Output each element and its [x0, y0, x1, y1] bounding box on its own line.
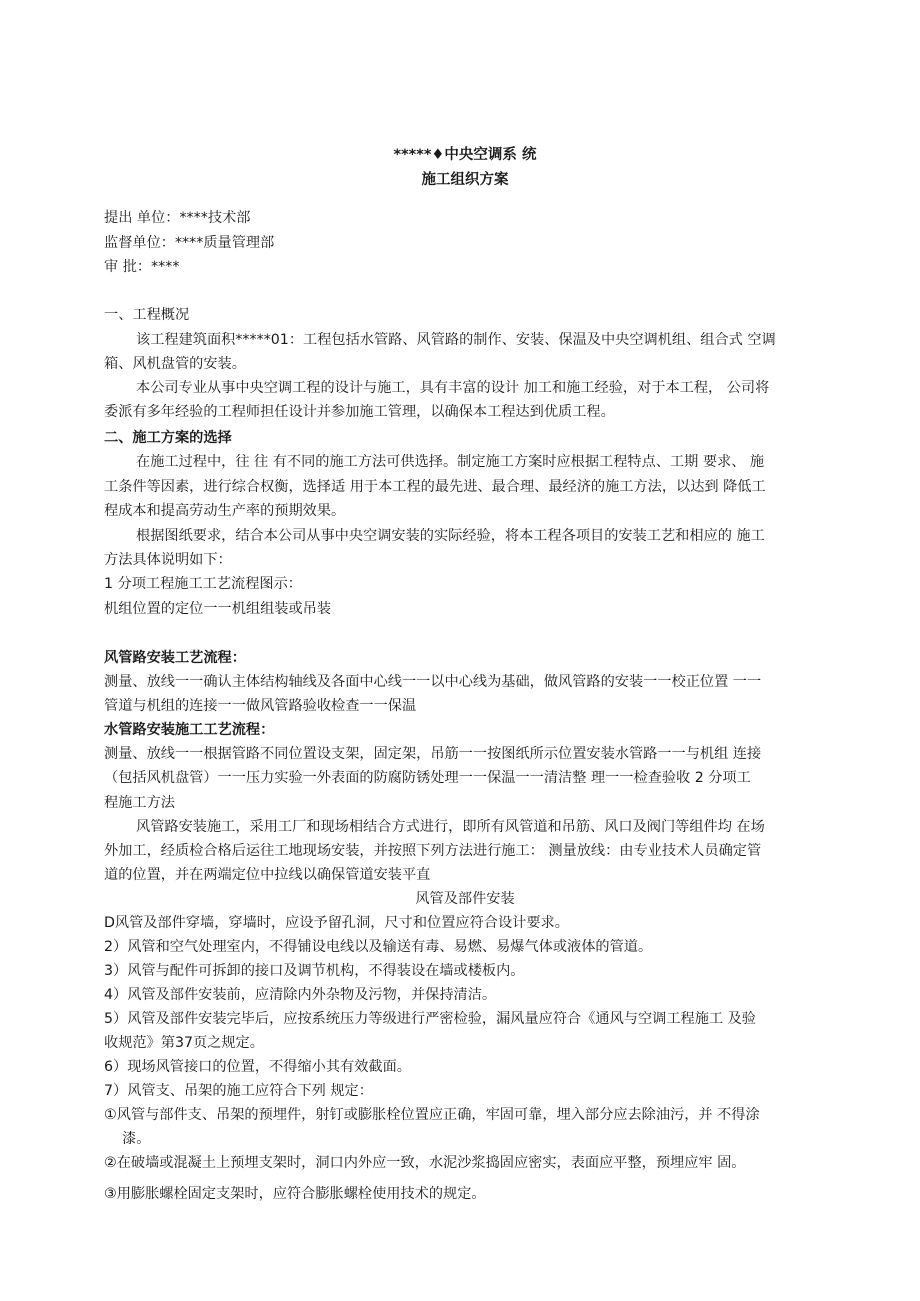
meta-approver: 审 批：****: [104, 259, 180, 275]
document-subtitle: 施工组织方案: [421, 172, 509, 188]
paragraph-line: 道的位置，并在两端定位中拉线以确保管道安装平直: [104, 867, 431, 883]
rule-item: 4）风管及部件安装前，应清除内外杂物及污物，并保持清洁。: [104, 987, 497, 1003]
flow-unit-line: 机组位置的定位一一机组组装或吊装: [104, 601, 332, 617]
paragraph-line: 箱、风机盘管的安装。: [104, 356, 246, 372]
paragraph-line: 测量、放线一一确认主体结构轴线及各面中心线一一以中心线为基础，做风管路的安装一一校正位置 一一: [104, 674, 762, 690]
rule-item: D风管及部件穿墙，穿墙时，应设予留孔洞，尺寸和位置应符合设计要求。: [104, 915, 569, 931]
paragraph-line: 该工程建筑面积*****01：工程包括水管路、风管路的制作、安装、保温及中央空调机组、组合式 空调: [136, 332, 776, 348]
paragraph-line: 本公司专业从事中央空调工程的设计与施工，具有丰富的设计 加工和施工经验，对于本工程， 公司将: [136, 380, 770, 396]
paragraph-line: 工条件等因素，进行综合权衡，选择适 用于本工程的最先进、最合理、最经济的施工方法，以达到 降低工: [104, 479, 766, 495]
paragraph-line: 程成本和提高劳动生产率的预期效果。: [104, 503, 346, 519]
paragraph-line: 测量、放线一一根据管路不同位置设支架，固定架，吊筋一一按图纸所示位置安装水管路一一与机组 连接: [104, 746, 762, 762]
paragraph-line: 外加工，经质检合格后运往工地现场安装，并按照下列方法进行施工： 测量放线：由专业技术人员确定管: [104, 843, 762, 859]
rule-item: 7）风管支、吊架的施工应符合下列 规定：: [104, 1083, 373, 1099]
paragraph-line: 方法具体说明如下：: [104, 552, 232, 568]
paragraph-line: 管道与机组的连接一一做风管路验收检查一一保温: [104, 698, 417, 714]
item-heading: 1 分项工程施工工艺流程图示：: [104, 576, 302, 592]
meta-submitter: 提出 单位：****技术部: [104, 210, 251, 226]
sub-rule-item: ③用膨胀螺栓固定支架时，应符合膨胀螺栓使用技术的规定。: [104, 1186, 486, 1202]
rule-item: 5）风管及部件安装完毕后，应按系统压力等级进行严密检验，漏风量应符合《通风与空调工程施工 及验: [104, 1011, 756, 1027]
sub-rule-item: 漆。: [122, 1131, 151, 1147]
paragraph-line: 程施工方法: [104, 795, 175, 811]
paragraph-line: 根据图纸要求，结合本公司从事中央空调安装的实际经验，将本工程各项目的安装工艺和相应的 施工: [136, 528, 765, 544]
rule-item: 2）风管和空气处理室内，不得铺设电线以及输送有毒、易燃、易爆气体或液体的管道。: [104, 939, 653, 955]
meta-supervisor: 监督单位：****质量管理部: [104, 235, 275, 251]
section-heading-overview: 一、工程概况: [104, 307, 190, 323]
parts-install-heading: 风管及部件安装: [415, 891, 515, 907]
paragraph-line: 风管路安装施工，采用工厂和现场相结合方式进行，即所有风管道和吊筋、风口及阀门等组件均 在场: [136, 819, 765, 835]
duct-flow-heading: 风管路安装工艺流程：: [104, 650, 246, 666]
paragraph-line: 在施工过程中，往 往 有不同的施工方法可供选择。制定施工方案时应根据工程特点、工期 要求、 施: [136, 454, 765, 470]
water-flow-heading: 水管路安装施工工艺流程：: [104, 722, 275, 738]
sub-rule-item: ②在破墙或混凝土上预埋支架时，洞口内外应一致，水泥沙浆捣固应密实，表面应平整，预埋应牢 固。: [104, 1155, 746, 1171]
document-title: *****♦中央空调系 统: [393, 147, 537, 163]
rule-item: 收规范》第37页之规定。: [104, 1035, 264, 1051]
paragraph-line: 委派有多年经验的工程师担任设计并参加施工管理，以确保本工程达到优质工程。: [104, 404, 615, 420]
rule-item: 6）现场风管接口的位置，不得缩小其有效截面。: [104, 1059, 411, 1075]
sub-rule-item: ①风管与部件支、吊架的预埋件，射钉或膨胀栓位置应正确，牢固可靠，埋入部分应去除油污，并 不得涂: [104, 1107, 760, 1123]
paragraph-line: （包括风机盘管）一一压力实验一外表面的防腐防锈处理一一保温一一清洁整 理一一检查验收 2 分项工: [104, 770, 751, 786]
rule-item: 3）风管与配件可拆卸的接口及调节机构，不得装设在墙或楼板内。: [104, 963, 525, 979]
section-heading-plan: 二、施工方案的选择: [104, 430, 232, 446]
